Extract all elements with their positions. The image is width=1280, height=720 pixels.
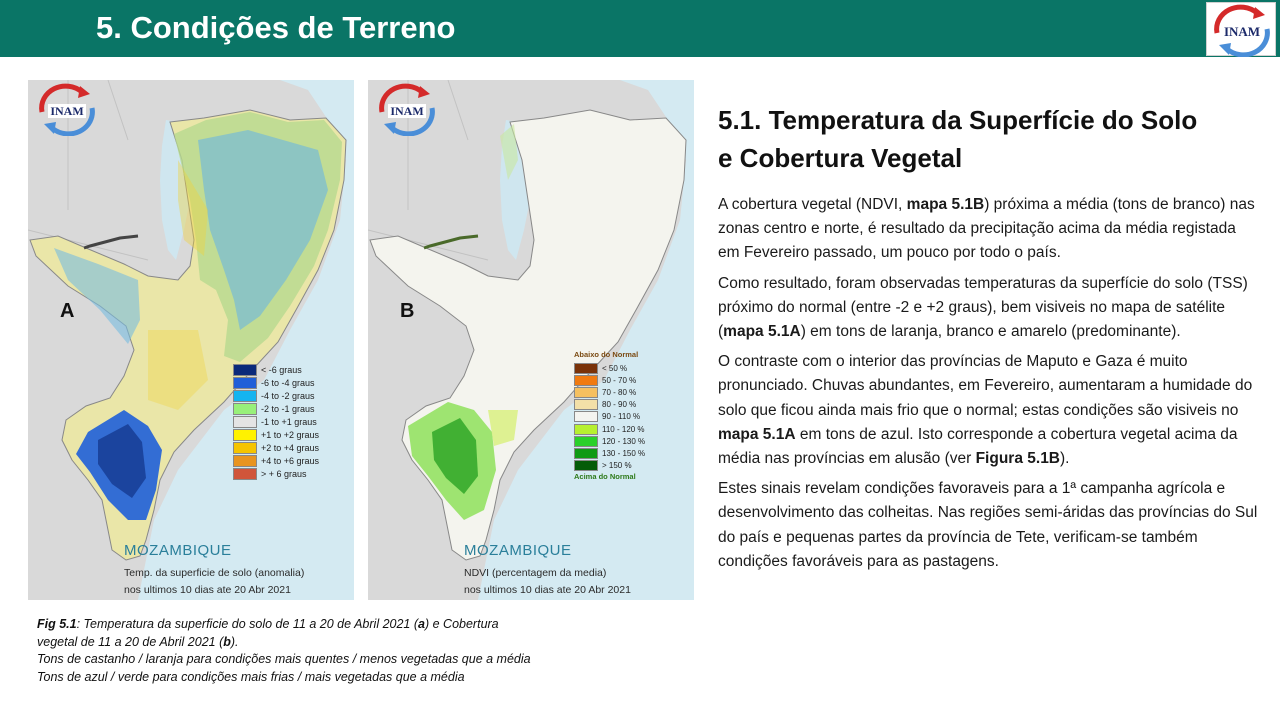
paragraph-1: A cobertura vegetal (NDVI, mapa 5.1B) próxima a média (tons de branco) nas zonas centro e norte, é resultado da precipitação acima da média registada em Fevereiro passado, um pouco por todo o país. bbox=[718, 196, 1255, 262]
map-a-legend-swatch bbox=[233, 390, 257, 402]
map-a-legend-label: > + 6 graus bbox=[261, 468, 307, 479]
map-a-legend-swatch bbox=[233, 364, 257, 376]
paragraph-2: Como resultado, foram observadas temperaturas da superfície do solo (TSS) próximo do normal (entre -2 e +2 graus), bem visiveis no mapa de satélite (mapa 5.1A) em tons de laranja, branco e amarelo (predominante). bbox=[718, 274, 1248, 341]
map-b-legend-header: Abaixo do Normal bbox=[574, 350, 639, 359]
map-a-caption-line2: nos ultimos 10 dias ate 20 Abr 2021 bbox=[124, 584, 291, 596]
figure-caption bbox=[37, 616, 637, 686]
map-b-canvas bbox=[368, 80, 694, 600]
map-b-legend-item bbox=[574, 374, 684, 386]
map-a-letter: A bbox=[60, 300, 75, 322]
map-a-legend-item bbox=[233, 454, 353, 467]
map-a-legend-label: -1 to +1 graus bbox=[261, 416, 317, 427]
figure-caption-line2: vegetal de 11 a 20 de Abril 2021 (b). bbox=[37, 634, 239, 649]
paragraph-4: Estes sinais revelam condições favoraveis para a 1ª campanha agrícola e desenvolvimento das colheitas. Nas regiões semi-áridas das províncias do Sul do país e pequenas partes da província de Tete, verificam-se também condições favoráveis para as pastagens. bbox=[718, 480, 1258, 570]
map-b-legend-swatch bbox=[574, 375, 598, 386]
map-b-legend-swatch bbox=[574, 448, 598, 459]
map-b-legend-label: 130 - 150 % bbox=[602, 448, 646, 458]
paragraph-3: O contraste com o interior das províncias de Maputo e Gaza é muito pronunciado. Chuvas abundantes, em Fevereiro, aumentaram a humidade do solo que ficou ainda mais frio que o normal; estas condições são visiveis no mapa 5.1A em tons de azul. Isto corresponde a cobertura vegetal acima da média nas províncias em alusão (ver Figura 5.1B). bbox=[718, 353, 1253, 468]
map-b-legend-item bbox=[574, 386, 684, 398]
map-b-country-label: MOZAMBIQUE bbox=[464, 542, 572, 559]
figure-caption-line4: Tons de azul / verde para condições mais frias / mais vegetadas que a média bbox=[37, 669, 465, 684]
map-b-legend-swatch bbox=[574, 399, 598, 410]
map-a-legend-item bbox=[233, 363, 353, 376]
map-b-legend-swatch bbox=[574, 411, 598, 422]
figure-caption-line1: Fig 5.1: Temperatura da superficie do solo de 11 a 20 de Abril 2021 (a) e Cobertura bbox=[37, 617, 499, 631]
map-a-canvas bbox=[28, 80, 354, 600]
map-b-logo-text: INAM bbox=[390, 104, 424, 118]
map-a-legend-item bbox=[233, 441, 353, 454]
section-title bbox=[718, 101, 1263, 177]
page-title: 5. Condições de Terreno bbox=[96, 10, 456, 45]
map-a-legend-swatch bbox=[233, 455, 257, 467]
map-b-legend-swatch bbox=[574, 363, 598, 374]
map-a-legend-label: -2 to -1 graus bbox=[261, 403, 315, 414]
section-body bbox=[718, 193, 1258, 580]
figure-caption-line3: Tons de castanho / laranja para condições mais quentes / menos vegetadas que a média bbox=[37, 652, 531, 666]
map-panel-a bbox=[28, 80, 354, 600]
map-b-legend-item bbox=[574, 460, 684, 472]
map-b-legend-swatch bbox=[574, 436, 598, 447]
map-a-legend-label: -6 to -4 graus bbox=[261, 377, 315, 388]
map-b-legend-item bbox=[574, 362, 684, 374]
map-b-legend-label: 110 - 120 % bbox=[602, 424, 645, 434]
header-bar bbox=[0, 0, 1280, 57]
section-title-line1: 5.1. Temperatura da Superfície do Solo bbox=[718, 105, 1198, 135]
map-a-legend-item bbox=[233, 389, 353, 402]
map-b-legend-item bbox=[574, 423, 684, 435]
map-a-legend-swatch bbox=[233, 377, 257, 389]
map-b-legend-label: 80 - 90 % bbox=[602, 400, 637, 410]
map-b-legend-item bbox=[574, 399, 684, 411]
map-b-legend-footer: Acima do Normal bbox=[574, 471, 636, 481]
map-b-caption-line2: nos ultimos 10 dias ate 20 Abr 2021 bbox=[464, 584, 631, 596]
map-a-legend-label: +1 to +2 graus bbox=[261, 429, 320, 440]
map-a-legend-swatch bbox=[233, 442, 257, 454]
map-b-legend-swatch bbox=[574, 387, 598, 398]
map-a-legend-item bbox=[233, 467, 353, 480]
map-b-legend-label: 90 - 110 % bbox=[602, 412, 641, 422]
map-b-legend-label: > 150 % bbox=[602, 461, 632, 471]
map-b-letter: B bbox=[400, 300, 415, 322]
map-b-legend-item bbox=[574, 447, 684, 459]
map-a-legend-label: +4 to +6 graus bbox=[261, 455, 320, 466]
map-a-legend-label: -4 to -2 graus bbox=[261, 390, 315, 401]
map-a-logo-text: INAM bbox=[50, 104, 84, 118]
map-b-legend-label: 120 - 130 % bbox=[602, 436, 646, 446]
map-b-logo-icon bbox=[372, 82, 442, 136]
map-b-legend-label: 70 - 80 % bbox=[602, 387, 637, 397]
inam-logo-text: INAM bbox=[1223, 24, 1261, 39]
map-a-legend-swatch bbox=[233, 416, 257, 428]
map-b-legend-item bbox=[574, 411, 684, 423]
map-a-legend-item bbox=[233, 402, 353, 415]
map-b-legend-swatch bbox=[574, 460, 598, 471]
map-b-legend-swatch bbox=[574, 424, 598, 435]
map-a-legend bbox=[233, 363, 353, 480]
section-title-line2: e Cobertura Vegetal bbox=[718, 143, 963, 173]
map-a-caption-line1: Temp. da superficie de solo (anomalia) bbox=[124, 567, 305, 579]
map-b-legend-label: 50 - 70 % bbox=[602, 375, 637, 385]
inam-logo-icon bbox=[1207, 3, 1277, 57]
map-a-legend-swatch bbox=[233, 403, 257, 415]
map-panel-b bbox=[368, 80, 694, 600]
map-b-legend-label: < 50 % bbox=[602, 363, 628, 373]
map-a-legend-label: +2 to +4 graus bbox=[261, 442, 320, 453]
map-a-legend-swatch bbox=[233, 429, 257, 441]
map-b-legend bbox=[574, 350, 684, 484]
inam-logo bbox=[1206, 2, 1276, 56]
map-a-legend-item bbox=[233, 428, 353, 441]
map-b-caption-line1: NDVI (percentagem da media) bbox=[464, 567, 607, 579]
map-a-legend-swatch bbox=[233, 468, 257, 480]
map-a-legend-item bbox=[233, 376, 353, 389]
map-a-country-label: MOZAMBIQUE bbox=[124, 542, 232, 559]
map-b-legend-item bbox=[574, 435, 684, 447]
map-a-logo-icon bbox=[32, 82, 102, 136]
map-a-legend-label: < -6 graus bbox=[261, 364, 302, 375]
map-a-legend-item bbox=[233, 415, 353, 428]
